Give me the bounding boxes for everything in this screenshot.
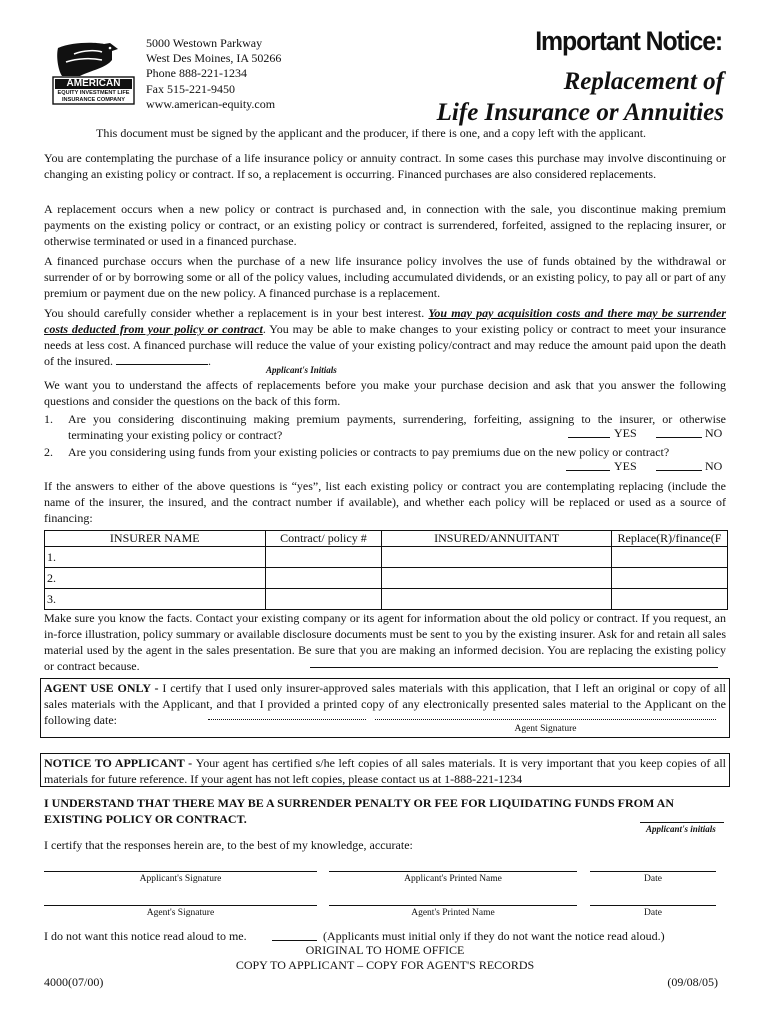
notice-body: Your agent has certified s/he left copies of all sales materials. It is very important that you keep copies of all materials for future reference. If your agent has not left copies, please contact us at 1-888-221-1234 [44, 756, 727, 786]
footer-original: ORIGINAL TO HOME OFFICE [305, 943, 465, 957]
q1-yes-field[interactable] [568, 427, 610, 438]
readaloud-initials-field[interactable] [272, 930, 317, 941]
applicant-initials-caption-2: Applicant's initials [646, 824, 716, 834]
q2-yes-label: YES [614, 459, 637, 473]
table-row [45, 589, 728, 610]
agent-printed-caption: Agent's Printed Name [411, 908, 495, 918]
form-date: (09/08/05) [667, 975, 718, 989]
phone: Phone 888-221-1234 [146, 66, 247, 81]
q2-no-field[interactable] [656, 460, 702, 471]
row-1-insurer[interactable] [45, 547, 266, 568]
row-1-insured[interactable] [382, 547, 612, 568]
notice-label: NOTICE TO APPLICANT - [44, 756, 196, 770]
q1-yes-label: YES [614, 426, 637, 440]
agent-signature-field[interactable] [375, 719, 716, 720]
agent-use-text [44, 680, 726, 728]
row-2-replace[interactable] [612, 568, 728, 589]
para-financed-purchase: A financed purchase occurs when the purchase of a new life insurance policy involves the use of funds obtained by the withdrawal or surrender of or by borrowing some or all of the policy values, including accumulated dividends, or an existing policy, to pay all or part of any premium or payment due on the new policy. A financed purchase is a replacement. [44, 254, 726, 300]
row-3-insurer[interactable] [45, 589, 266, 610]
subtitle-line2: Life Insurance or Annuities [436, 99, 724, 126]
row-2-contract[interactable] [265, 568, 382, 589]
applicant-initials-line[interactable] [640, 822, 724, 823]
page-title: Important Notice: [535, 26, 722, 56]
col-insured-annuitant: INSURED/ANNUITANT [382, 531, 612, 547]
question-2-number: 2. [44, 445, 53, 459]
agent-date-caption: Date [644, 908, 662, 918]
para-consider-start: You should carefully consider whether a replacement is in your best interest. [44, 306, 429, 320]
replacement-table [44, 530, 728, 610]
surrender-warning: I UNDERSTAND THAT THERE MAY BE A SURRENDER PENALTY OR FEE FOR LIQUIDATING FUNDS FROM AN EXISTING POLICY OR CONTRACT. [44, 796, 674, 826]
para-contemplating: You are contemplating the purchase of a life insurance policy or annuity contract. In some cases this purchase may involve discontinuing or changing an existing policy or contract. If so, a replacement is occurring. Financed purchases are also considered replacements. [44, 151, 726, 181]
row-3-replace[interactable] [612, 589, 728, 610]
row-1-number: 1. [47, 549, 56, 564]
para-consider-end: . You may be able to make changes to your existing policy or contract to meet your insurance needs at less cost. A financed purchase will reduce the value of your existing policy/contract and may reduce the amount paid upon the death of the insured. [44, 322, 726, 368]
intro-text: This document must be signed by the applicant and the producer, if there is one, and a copy left with the applicant. [96, 126, 647, 140]
row-2-number: 2. [47, 570, 56, 585]
table-header-row [45, 531, 728, 547]
col-insurer-name: INSURER NAME [45, 531, 266, 547]
q2-yes-field[interactable] [566, 460, 610, 471]
applicant-initials-field[interactable] [116, 354, 208, 365]
para-replacement-definition: A replacement occurs when a new policy or contract is purchased and, in connection with the sale, you discontinue making premium payments on the existing policy or contract, or an existing policy or contract is surrendered, forfeited, assigned to the replacing insurer, or otherwise terminated or used in a financed purchase. [44, 202, 726, 248]
agent-use-label: AGENT USE ONLY - [44, 681, 163, 695]
row-2-insured[interactable] [382, 568, 612, 589]
address-line1: 5000 Westown Parkway [146, 36, 263, 50]
para-know-facts: Make sure you know the facts. Contact your existing company or its agent for information about the old policy or contract. If you request, an in-force illustration, policy summary or available disclosure documents must be sent to you by the existing insurer. Ask for and retain all sales material used by the agent in the sales presentation. Be sure that you are making an informed decision. You are replacing the existing policy or contract because. [44, 611, 726, 673]
subtitle-line1: Replacement of [563, 68, 724, 95]
applicant-date-caption: Date [644, 874, 662, 884]
agent-printed-name-field[interactable] [329, 905, 577, 906]
question-2-text: Are you considering using funds from your existing policies or contracts to pay premiums due on the new policy or contract? [68, 445, 670, 459]
table-row [45, 547, 728, 568]
applicant-date-field[interactable] [590, 871, 716, 872]
logo-text-line2: EQUITY INVESTMENT LIFE [57, 90, 130, 96]
logo-text-american: AMERICAN [66, 78, 121, 89]
website: www.american-equity.com [146, 96, 276, 111]
question-1-text: Are you considering discontinuing making premium payments, surrendering, forfeiting, assigning to the insurer, or otherwise terminating your existing policy or contract? [68, 412, 726, 442]
para-consider-emphasis: You may pay acquisition costs and there may be surrender costs deducted from your policy or contract [44, 306, 726, 336]
applicant-signature-field[interactable] [44, 871, 317, 872]
col-contract-policy: Contract/ policy # [265, 531, 382, 547]
readaloud-instructions: (Applicants must initial only if they do not want the notice read aloud.) [323, 929, 665, 943]
notice-text [44, 755, 726, 787]
row-3-number: 3. [47, 591, 56, 606]
address-line2: West Des Moines, IA 50266 [146, 51, 282, 66]
agent-sig-caption: Agent's Signature [146, 908, 215, 918]
logo-text-line3: INSURANCE COMPANY [62, 97, 125, 103]
q1-no-field[interactable] [656, 427, 702, 438]
row-2-insurer[interactable] [45, 568, 266, 589]
form-number: 4000(07/00) [44, 975, 104, 989]
applicant-printed-caption: Applicant's Printed Name [404, 874, 502, 884]
company-address [146, 36, 281, 112]
readaloud-text: I do not want this notice read aloud to me. [44, 929, 247, 943]
agent-signature-caption: Agent Signature [514, 724, 577, 734]
row-3-contract[interactable] [265, 589, 382, 610]
table-row [45, 568, 728, 589]
applicant-printed-name-field[interactable] [329, 871, 577, 872]
applicant-initials-caption: Applicant's Initials [266, 365, 337, 375]
col-replace-finance: Replace(R)/finance(F [612, 531, 728, 547]
certify-text: I certify that the responses herein are, to the best of my knowledge, accurate: [44, 838, 413, 852]
para-understand: We want you to understand the affects of replacements before you make your purchase decision and ask that you answer the following questions and consider the questions on the back of this form. [44, 378, 726, 408]
agent-use-body: I certify that I used only insurer-approved sales materials with this application, that I left an original or copy of all sales materials with the Applicant, and that I provided a printed copy of any electronically presented sales material to the Applicant on the following date: [44, 681, 727, 727]
para-consider: You should carefully consider whether a replacement is in your best interest. You may pay acquisition costs and there may be surrender costs deducted from your policy or contract. You may be able to make changes to your existing policy or contract to meet your insurance needs at less cost. A financed purchase will reduce the value of your existing policy/contract and may reduce the amount paid upon the death of the insured. . [44, 306, 726, 368]
q1-no-label: NO [705, 426, 723, 440]
question-1-number: 1. [44, 412, 53, 426]
footer-copy: COPY TO APPLICANT – COPY FOR AGENT'S RECORDS [235, 958, 535, 972]
q2-no-label: NO [705, 459, 723, 473]
agent-date-field[interactable] [208, 719, 366, 720]
question-2 [44, 444, 726, 460]
agent-date-field-2[interactable] [590, 905, 716, 906]
row-3-insured[interactable] [382, 589, 612, 610]
para-list-policies: If the answers to either of the above questions is “yes”, list each existing policy or contract you are contemplating replacing (include the name of the insurer, the insured, and the contract number if available), and whether each policy will be replaced or used as a source of financing: [44, 479, 726, 525]
agent-sig-field[interactable] [44, 905, 317, 906]
row-1-contract[interactable] [265, 547, 382, 568]
row-1-replace[interactable] [612, 547, 728, 568]
replacement-reason-field[interactable] [310, 667, 718, 668]
notice-to-applicant-box [40, 753, 730, 787]
fax: Fax 515-221-9450 [146, 81, 235, 96]
applicant-signature-caption: Applicant's Signature [139, 874, 222, 884]
